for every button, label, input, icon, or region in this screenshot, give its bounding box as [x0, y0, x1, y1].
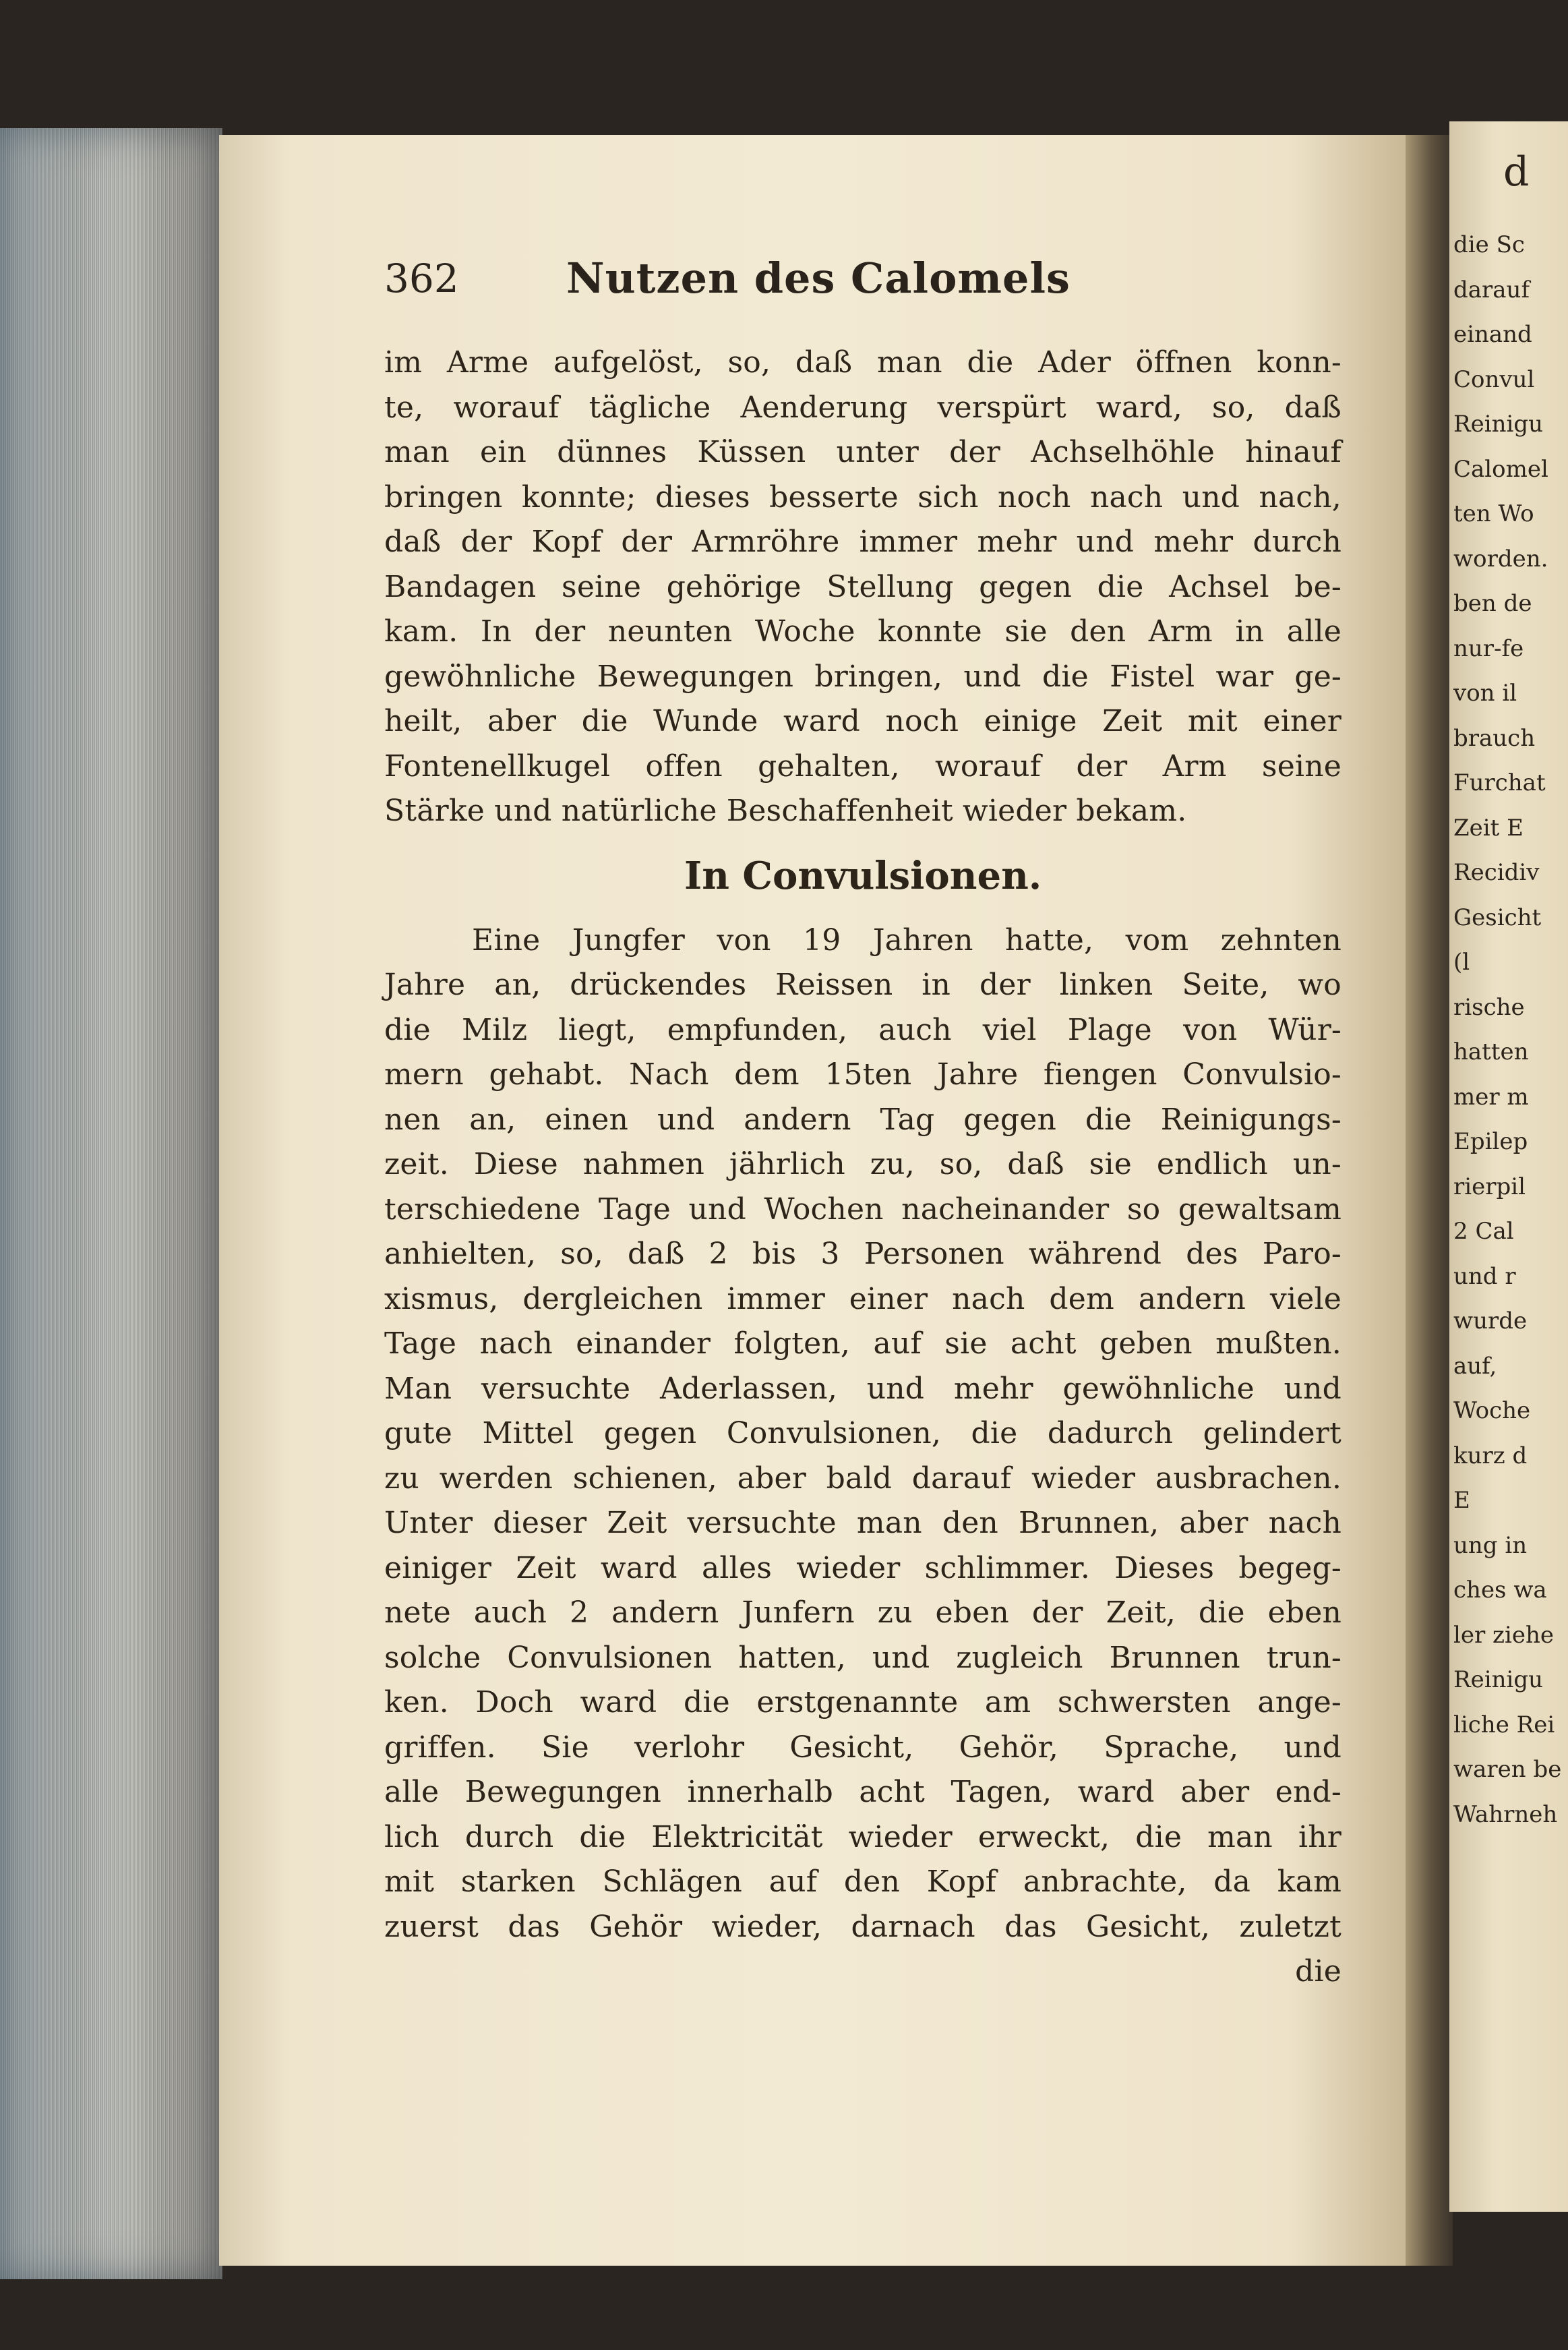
catchword: die	[1295, 1954, 1341, 1989]
facing-page-line: auf,	[1453, 1352, 1497, 1380]
facing-page-line: rische	[1453, 993, 1525, 1021]
text-line: Stärke und natürliche Beschaffenheit wieder bekam.	[384, 794, 1187, 828]
section-heading: In Convulsionen.	[684, 853, 1042, 898]
text-line: Man versuchte Aderlassen, und mehr gewöhnliche und	[384, 1371, 1341, 1406]
running-title: Nutzen des Calomels	[566, 254, 1071, 303]
facing-page-line: mer m	[1453, 1083, 1529, 1111]
facing-page-line: die Sc	[1453, 231, 1525, 258]
facing-page-line: Furchat	[1453, 769, 1546, 796]
text-line: Jahre an, drückendes Reissen in der linken Seite, wo	[384, 968, 1341, 1002]
facing-page-line: und r	[1453, 1262, 1516, 1290]
text-line: zuerst das Gehör wieder, darnach das Gesicht, zuletzt	[384, 1909, 1341, 1944]
facing-page-line: nur-fe	[1453, 635, 1524, 662]
facing-page-line: brauch	[1453, 724, 1536, 752]
facing-page-line: darauf	[1453, 276, 1530, 303]
facing-page-line: ches wa	[1453, 1577, 1547, 1604]
facing-page-line: worden.	[1453, 545, 1548, 572]
text-line: zu werden schienen, aber bald darauf wieder ausbrachen.	[384, 1461, 1341, 1496]
text-line: alle Bewegungen innerhalb acht Tagen, ward aber end-	[384, 1775, 1341, 1809]
facing-page-line: (l	[1453, 949, 1470, 976]
text-line: te, worauf tägliche Aenderung verspürt ward, so, daß	[384, 390, 1341, 425]
text-line: mern gehabt. Nach dem 15ten Jahre fiengen Convulsio-	[384, 1057, 1341, 1092]
page-edges-tint	[0, 128, 222, 2279]
text-line: nen an, einen und andern Tag gegen die Reinigungs-	[384, 1102, 1341, 1137]
facing-page-line: waren be	[1453, 1756, 1562, 1783]
text-line: anhielten, so, daß 2 bis 3 Personen während des Paro-	[384, 1237, 1341, 1271]
text-line: xismus, dergleichen immer einer nach dem andern viele	[384, 1281, 1341, 1316]
facing-page-lines	[1449, 223, 1568, 1837]
text-line: im Arme aufgelöst, so, daß man die Ader öffnen konn-	[384, 345, 1341, 380]
text-line: Eine Jungfer von 19 Jahren hatte, vom zehnten	[472, 922, 1341, 958]
facing-page-line: ten Wo	[1453, 500, 1534, 527]
facing-page-header: d	[1503, 148, 1530, 196]
facing-page-line: wurde	[1453, 1308, 1528, 1334]
text-line: Unter dieser Zeit versuchte man den Brunnen, aber nach	[384, 1506, 1341, 1540]
facing-page-line: Gesicht	[1453, 904, 1542, 931]
text-line: ken. Doch ward die erstgenannte am schwersten ange-	[384, 1685, 1341, 1720]
facing-page-line: 2 Cal	[1453, 1218, 1514, 1245]
text-line: lich durch die Elektricität wieder erweckt, die man ihr	[384, 1819, 1341, 1854]
text-line: bringen konnte; dieses besserte sich noch nach und nach,	[384, 479, 1341, 515]
text-line: gewöhnliche Bewegungen bringen, und die Fistel war ge-	[384, 659, 1341, 694]
page-header	[384, 241, 1139, 316]
text-line: gute Mittel gegen Convulsionen, die dadurch gelindert	[384, 1416, 1341, 1450]
facing-page	[1449, 121, 1568, 2212]
text-line: die Milz liegt, empfunden, auch viel Plage von Wür-	[384, 1012, 1341, 1047]
text-line: nete auch 2 andern Junfern zu eben der Zeit, die eben	[384, 1595, 1341, 1630]
book-gutter	[1406, 135, 1453, 2266]
facing-page-line: Recidiv	[1453, 859, 1540, 886]
text-line: terschiedene Tage und Wochen nacheinander so gewaltsam	[384, 1192, 1341, 1227]
facing-page-line: Reinigu	[1453, 1666, 1544, 1693]
facing-page-line: Calomel	[1453, 455, 1548, 483]
facing-page-line: Convul	[1453, 365, 1535, 393]
facing-page-line: liche Rei	[1453, 1711, 1555, 1738]
text-line: solche Convulsionen hatten, und zugleich Brunnen trun-	[384, 1640, 1341, 1675]
facing-page-line: von il	[1453, 680, 1517, 707]
page-number: 362	[384, 256, 459, 301]
facing-page-line: ben de	[1453, 590, 1532, 617]
text-line: Fontenellkugel offen gehalten, worauf der Arm seine	[384, 748, 1341, 784]
facing-page-line: Woche	[1453, 1397, 1531, 1424]
text-line: Tage nach einander folgten, auf sie acht geben mußten.	[384, 1326, 1341, 1361]
facing-page-line: ler ziehe	[1453, 1621, 1554, 1649]
paragraph-convulsions	[384, 918, 1341, 1950]
facing-page-line: einand	[1453, 321, 1532, 348]
facing-page-line: Epilep	[1453, 1128, 1528, 1155]
text-line: Bandagen seine gehörige Stellung gegen die Achsel be-	[384, 569, 1341, 604]
facing-page-line: Wahrneh	[1453, 1800, 1558, 1828]
facing-page-line: Zeit E	[1453, 814, 1524, 842]
facing-page-line: rierpil	[1453, 1173, 1526, 1200]
facing-page-line: kurz d	[1453, 1442, 1528, 1469]
text-line: zeit. Diese nahmen jährlich zu, so, daß sie endlich un-	[384, 1147, 1341, 1181]
facing-page-line: E	[1453, 1487, 1470, 1514]
text-line: griffen. Sie verlohr Gesicht, Gehör, Sprache, und	[384, 1730, 1341, 1765]
text-line: mit starken Schlägen auf den Kopf anbrachte, da kam	[384, 1864, 1341, 1899]
facing-page-line: Reinigu	[1453, 411, 1544, 438]
facing-page-line: ung in	[1453, 1531, 1528, 1559]
text-line: man ein dünnes Küssen unter der Achselhöhle hinauf	[384, 435, 1341, 469]
body-text	[384, 341, 1341, 1995]
text-line: einiger Zeit ward alles wieder schlimmer. Dieses begeg-	[384, 1550, 1341, 1585]
paragraph-continuation	[384, 341, 1341, 834]
text-line: heilt, aber die Wunde ward noch einige Zeit mit einer	[384, 704, 1341, 738]
facing-page-line: hatten	[1453, 1038, 1529, 1065]
text-line: kam. In der neunten Woche konnte sie den Arm in alle	[384, 614, 1341, 649]
text-line: daß der Kopf der Armröhre immer mehr und mehr durch	[384, 525, 1341, 559]
